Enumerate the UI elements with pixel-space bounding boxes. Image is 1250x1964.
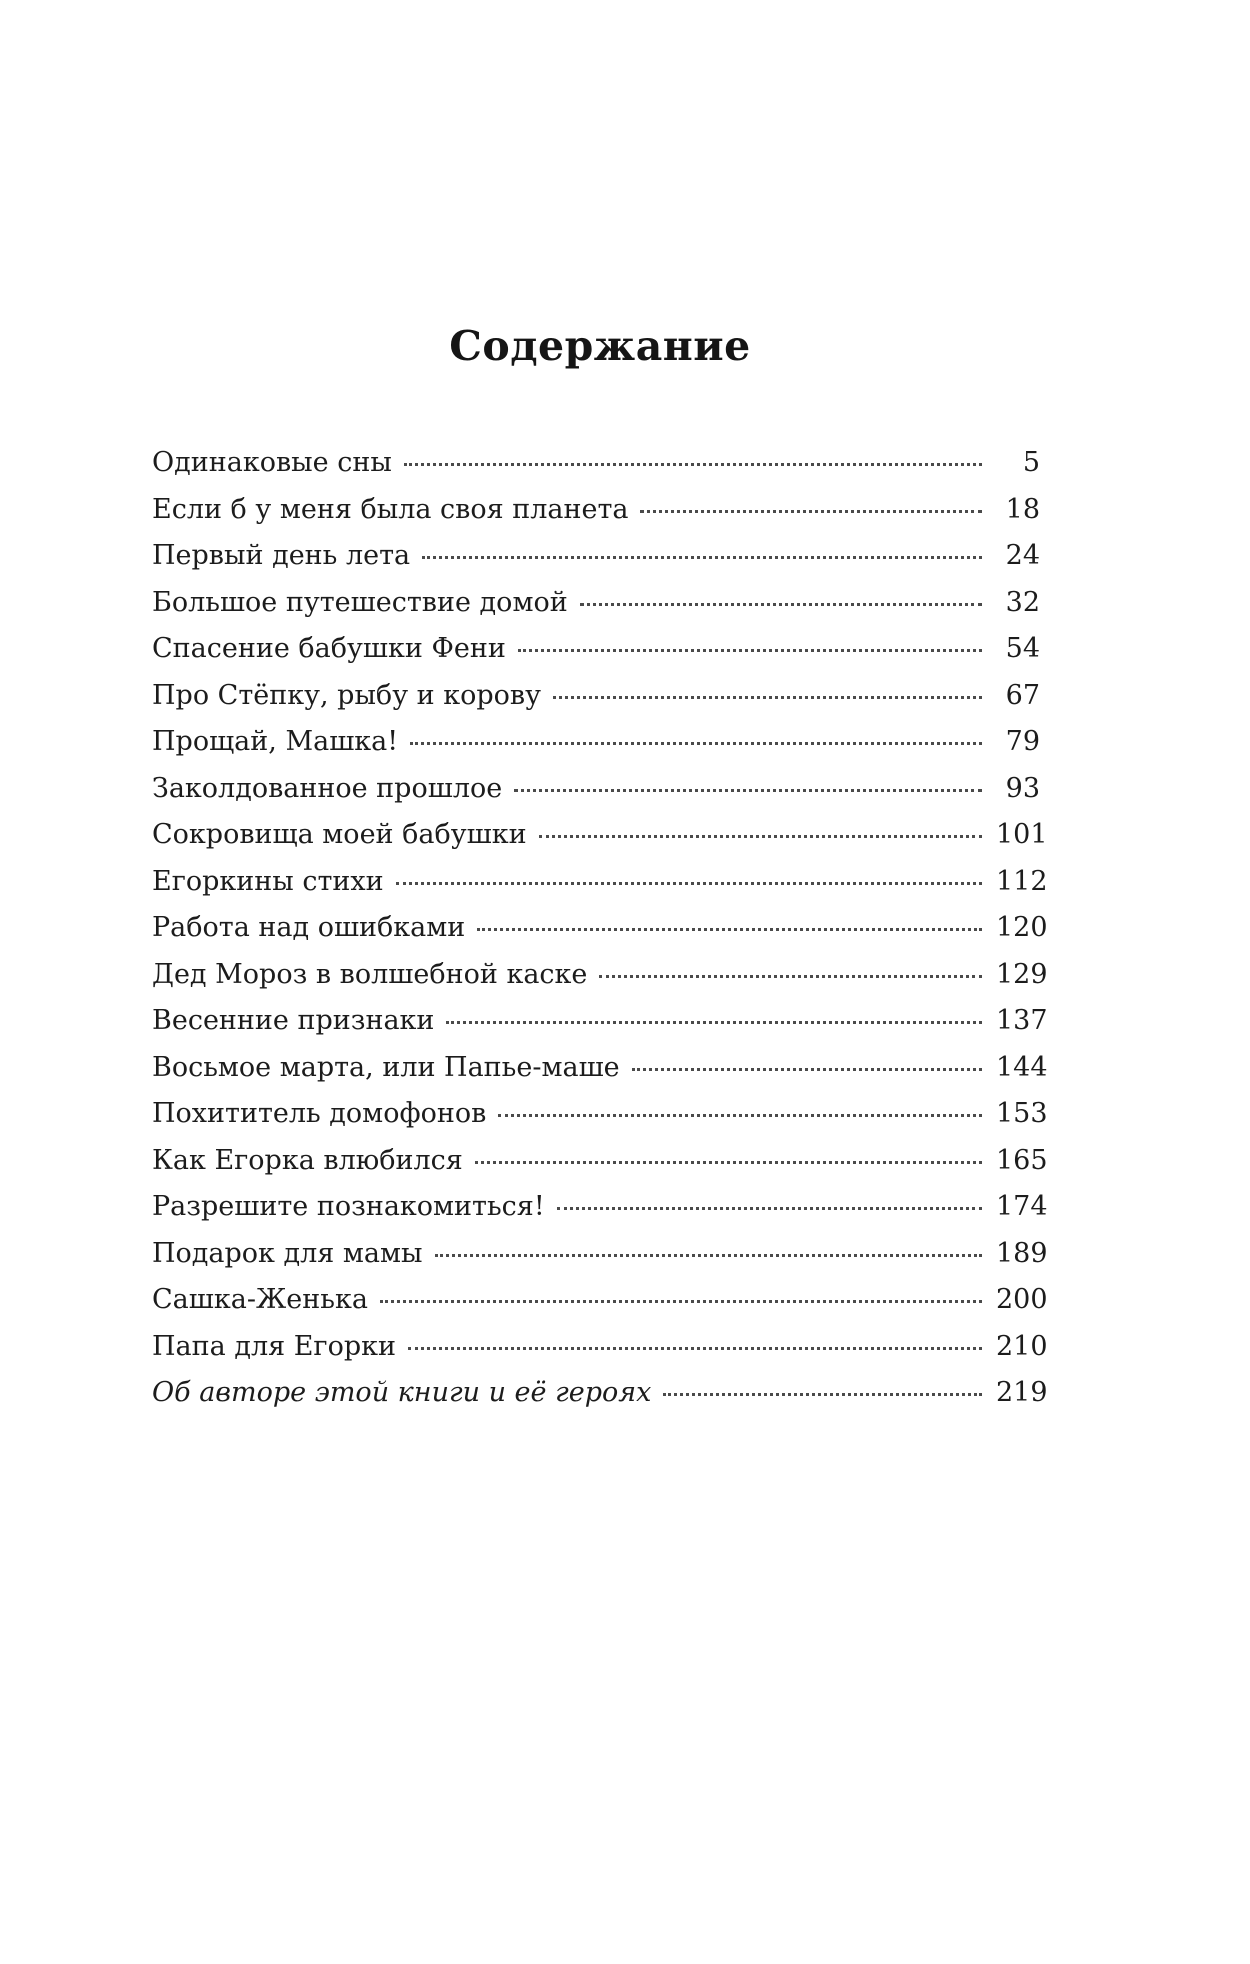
table-of-contents: [152, 440, 1048, 1417]
toc-entry-title: Прощай, Машка!: [152, 726, 399, 757]
toc-entry-page: 79: [1005, 726, 1040, 757]
toc-entry-page: 101: [996, 819, 1048, 850]
toc-entry-page: 200: [996, 1284, 1048, 1315]
toc-entry: [152, 487, 1040, 534]
toc-entry-title: Подарок для мамы: [152, 1237, 423, 1269]
toc-entry: [152, 533, 1040, 580]
toc-entry-title: Разрешите познакомиться!: [152, 1191, 545, 1222]
toc-entry: [152, 1277, 1048, 1324]
toc-entry-title: Большое путешествие домой: [152, 586, 568, 618]
toc-entry-page: 189: [996, 1237, 1048, 1269]
dot-leader: [435, 1254, 982, 1257]
toc-entry: [152, 1045, 1048, 1092]
toc-entry-page: 210: [996, 1330, 1048, 1362]
dot-leader: [475, 1161, 982, 1164]
toc-entry: [152, 905, 1048, 952]
page-title: Содержание: [449, 322, 751, 370]
toc-entry-page: 153: [996, 1098, 1048, 1129]
toc-entry-page: 174: [996, 1191, 1048, 1222]
toc-entry: [152, 1138, 1048, 1185]
dot-leader: [539, 835, 982, 838]
dot-leader: [396, 882, 982, 885]
toc-entry: [152, 440, 1040, 487]
toc-entry: [152, 952, 1048, 999]
dot-leader: [446, 1021, 982, 1024]
toc-entry-title: Если б у меня была своя планета: [152, 493, 629, 525]
toc-entry-page: 165: [996, 1144, 1048, 1176]
toc-entry: [152, 1324, 1048, 1371]
toc-entry-page: 18: [1005, 493, 1040, 525]
dot-leader: [404, 463, 982, 466]
dot-leader: [518, 649, 982, 652]
toc-entry-title: Одинаковые сны: [152, 447, 392, 478]
toc-entry: [152, 719, 1040, 766]
toc-entry: [152, 673, 1040, 720]
toc-entry: [152, 766, 1040, 813]
toc-entry-title: Похититель домофонов: [152, 1098, 487, 1129]
toc-entry-title: Работа над ошибками: [152, 912, 466, 943]
dot-leader: [408, 1347, 982, 1350]
dot-leader: [422, 556, 982, 559]
toc-entry-page: 67: [1005, 679, 1040, 711]
dot-leader: [498, 1114, 982, 1117]
toc-entry-page: 54: [1005, 633, 1040, 664]
toc-entry-title: Егоркины стихи: [152, 865, 384, 897]
toc-entry-title: Сокровища моей бабушки: [152, 819, 527, 850]
toc-entry-page: 120: [996, 912, 1048, 943]
dot-leader: [580, 603, 982, 606]
toc-entry-page: 112: [996, 865, 1048, 897]
dot-leader: [640, 510, 982, 513]
dot-leader: [477, 928, 982, 931]
toc-entry-title: Заколдованное прошлое: [152, 772, 503, 804]
toc-entry-page: 219: [996, 1377, 1048, 1408]
toc-entry: [152, 1184, 1048, 1231]
toc-entry: [152, 812, 1048, 859]
toc-entry: [152, 580, 1040, 627]
toc-entry: [152, 626, 1040, 673]
toc-entry: [152, 859, 1048, 906]
toc-entry-title: Папа для Егорки: [152, 1330, 396, 1362]
toc-entry-page: 24: [1005, 540, 1040, 571]
dot-leader: [632, 1068, 982, 1071]
toc-entry-title: Про Стёпку, рыбу и корову: [152, 679, 541, 711]
dot-leader: [663, 1393, 982, 1396]
dot-leader: [380, 1300, 982, 1303]
toc-entry-title: Об авторе этой книги и её героях: [152, 1377, 652, 1408]
dot-leader: [557, 1207, 982, 1210]
dot-leader: [514, 789, 982, 792]
dot-leader: [599, 975, 982, 978]
toc-entry-title: Как Егорка влюбился: [152, 1144, 463, 1176]
toc-entry-page: 144: [996, 1051, 1048, 1083]
toc-entry-page: 32: [1005, 586, 1040, 618]
toc-entry: [152, 1231, 1048, 1278]
toc-entry-title: Дед Мороз в волшебной каске: [152, 958, 588, 990]
toc-entry-title: Первый день лета: [152, 540, 411, 571]
toc-entry-page: 129: [996, 958, 1048, 990]
toc-entry-page: 93: [1005, 772, 1040, 804]
dot-leader: [553, 696, 982, 699]
toc-entry: [152, 998, 1048, 1045]
toc-entry-title: Весенние признаки: [152, 1005, 435, 1036]
dot-leader: [410, 742, 982, 745]
toc-entry: [152, 1370, 1048, 1417]
toc-entry-title: Восьмое марта, или Папье-маше: [152, 1051, 620, 1083]
toc-entry-page: 137: [996, 1005, 1048, 1036]
toc-entry-title: Сашка-Женька: [152, 1284, 368, 1315]
toc-entry-title: Спасение бабушки Фени: [152, 633, 506, 664]
toc-entry: [152, 1091, 1048, 1138]
toc-entry-page: 5: [1022, 447, 1040, 478]
